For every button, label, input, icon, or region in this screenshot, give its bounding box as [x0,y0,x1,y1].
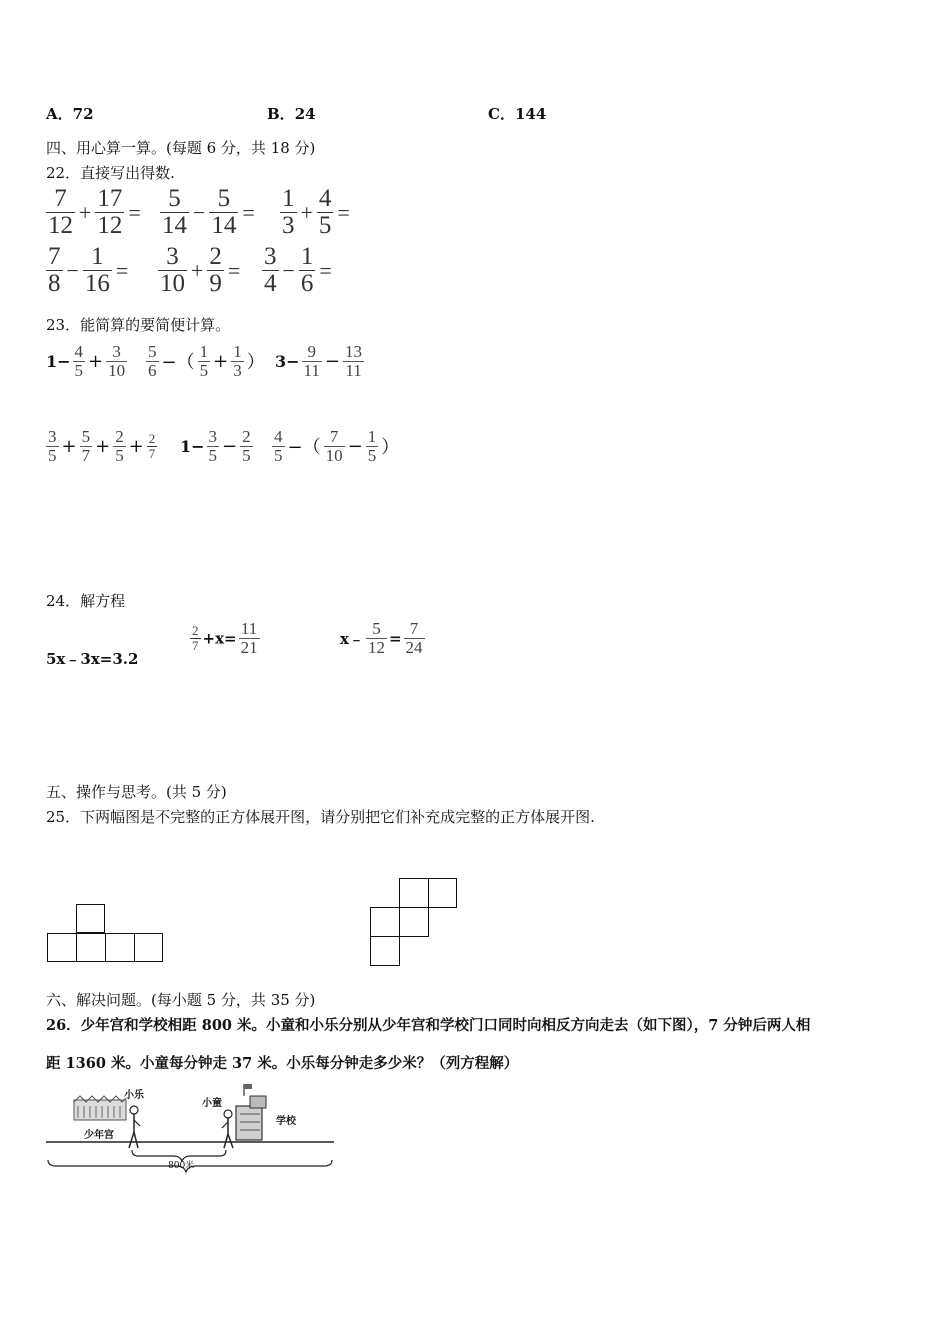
section6-heading: 六、解决问题。(每小题 5 分，共 35 分) [46,991,316,1009]
school-building [236,1084,266,1140]
section4-heading: 四、用心算一算。(每题 6 分，共 18 分) [46,139,316,157]
q24-eq3: x﹣ $\frac{5}{12}$ = $\frac{7}{24}$ [340,619,423,657]
q23-expr-1: 1− $\frac{4}{5}$ + $\frac{3}{10}$ [46,342,126,380]
q22-expr-1: $\frac{7}{12}$ + $\frac{17}{12}$ = [48,185,141,240]
section5-heading: 五、操作与思考。(共 5 分) [46,783,227,801]
q22-expr-3: $\frac{1}{3}$ + $\frac{4}{5}$ = [282,185,350,240]
net-square [47,933,77,962]
q23-expr-5: 1− $\frac{3}{5}$ − $\frac{2}{5}$ [180,427,251,465]
q22-row1 [44,186,143,240]
school-label: 学校 [276,1116,296,1127]
palace-label: 少年宫 [84,1130,114,1141]
q24-eq1: 5x﹣3x=3.2 [46,650,139,668]
net-square [105,933,135,962]
xiaotong-label: 小童 [202,1098,222,1109]
q22-expr-6: $\frac{3}{4}$ − $\frac{1}{6}$ = [264,243,332,298]
q23-expr-2: $\frac{5}{6}$ −（ $\frac{1}{5}$ + $\frac{1}{3}$ ） [148,342,265,380]
choice-a: A．72 [46,105,94,123]
q24-eq2: $\frac{2}{7}$ +x= $\frac{11}{21}$ [192,619,258,657]
q22-expr-2: $\frac{5}{14}$ − $\frac{5}{14}$ = [162,185,255,240]
q23-expr-4: $\frac{3}{5}$ + $\frac{5}{7}$ + $\frac{2}{5}$ + $\frac{2}{7}$ [48,427,156,465]
net-square [428,878,457,908]
q26-line2: 距 1360 米。小童每分钟走 37 米。小乐每分钟走多少米？（列方程解） [46,1055,519,1072]
choice-c: C．144 [488,105,547,123]
net-square [76,933,106,962]
q22-expr-4: $\frac{7}{8}$ − $\frac{1}{16}$ = [48,243,129,298]
walking-diagram [44,1080,340,1180]
q23-title: 23．能简算的要简便计算。 [46,316,231,334]
net-square [399,878,429,908]
xiaole-label: 小乐 [124,1090,144,1101]
q26-line1: 26．少年宫和学校相距 800 米。小童和小乐分别从少年宫和学校门口同时向相反方向走去（如下图），7 分钟后两人相 [46,1017,811,1034]
palace-building [74,1096,126,1120]
q24-title: 24．解方程 [46,592,126,610]
distance-label: 800米 [168,1161,195,1171]
net-square [370,936,400,966]
q22-row2 [44,244,130,298]
net-square [134,933,163,962]
net-square [370,907,400,937]
choice-b: B．24 [267,105,316,123]
net-square [399,907,429,937]
q22-expr-5: $\frac{3}{10}$ + $\frac{2}{9}$ = [160,243,241,298]
q23-expr-3: 3− $\frac{9}{11}$ − $\frac{13}{11}$ [275,342,363,380]
q23-expr-6: $\frac{4}{5}$ −（ $\frac{7}{10}$ − $\frac{1}{5}$ ） [274,427,400,465]
q25-title: 25．下两幅图是不完整的正方体展开图，请分别把它们补充成完整的正方体展开图. [46,808,595,826]
q22-title: 22．直接写出得数. [46,164,175,182]
net-square [76,904,105,933]
